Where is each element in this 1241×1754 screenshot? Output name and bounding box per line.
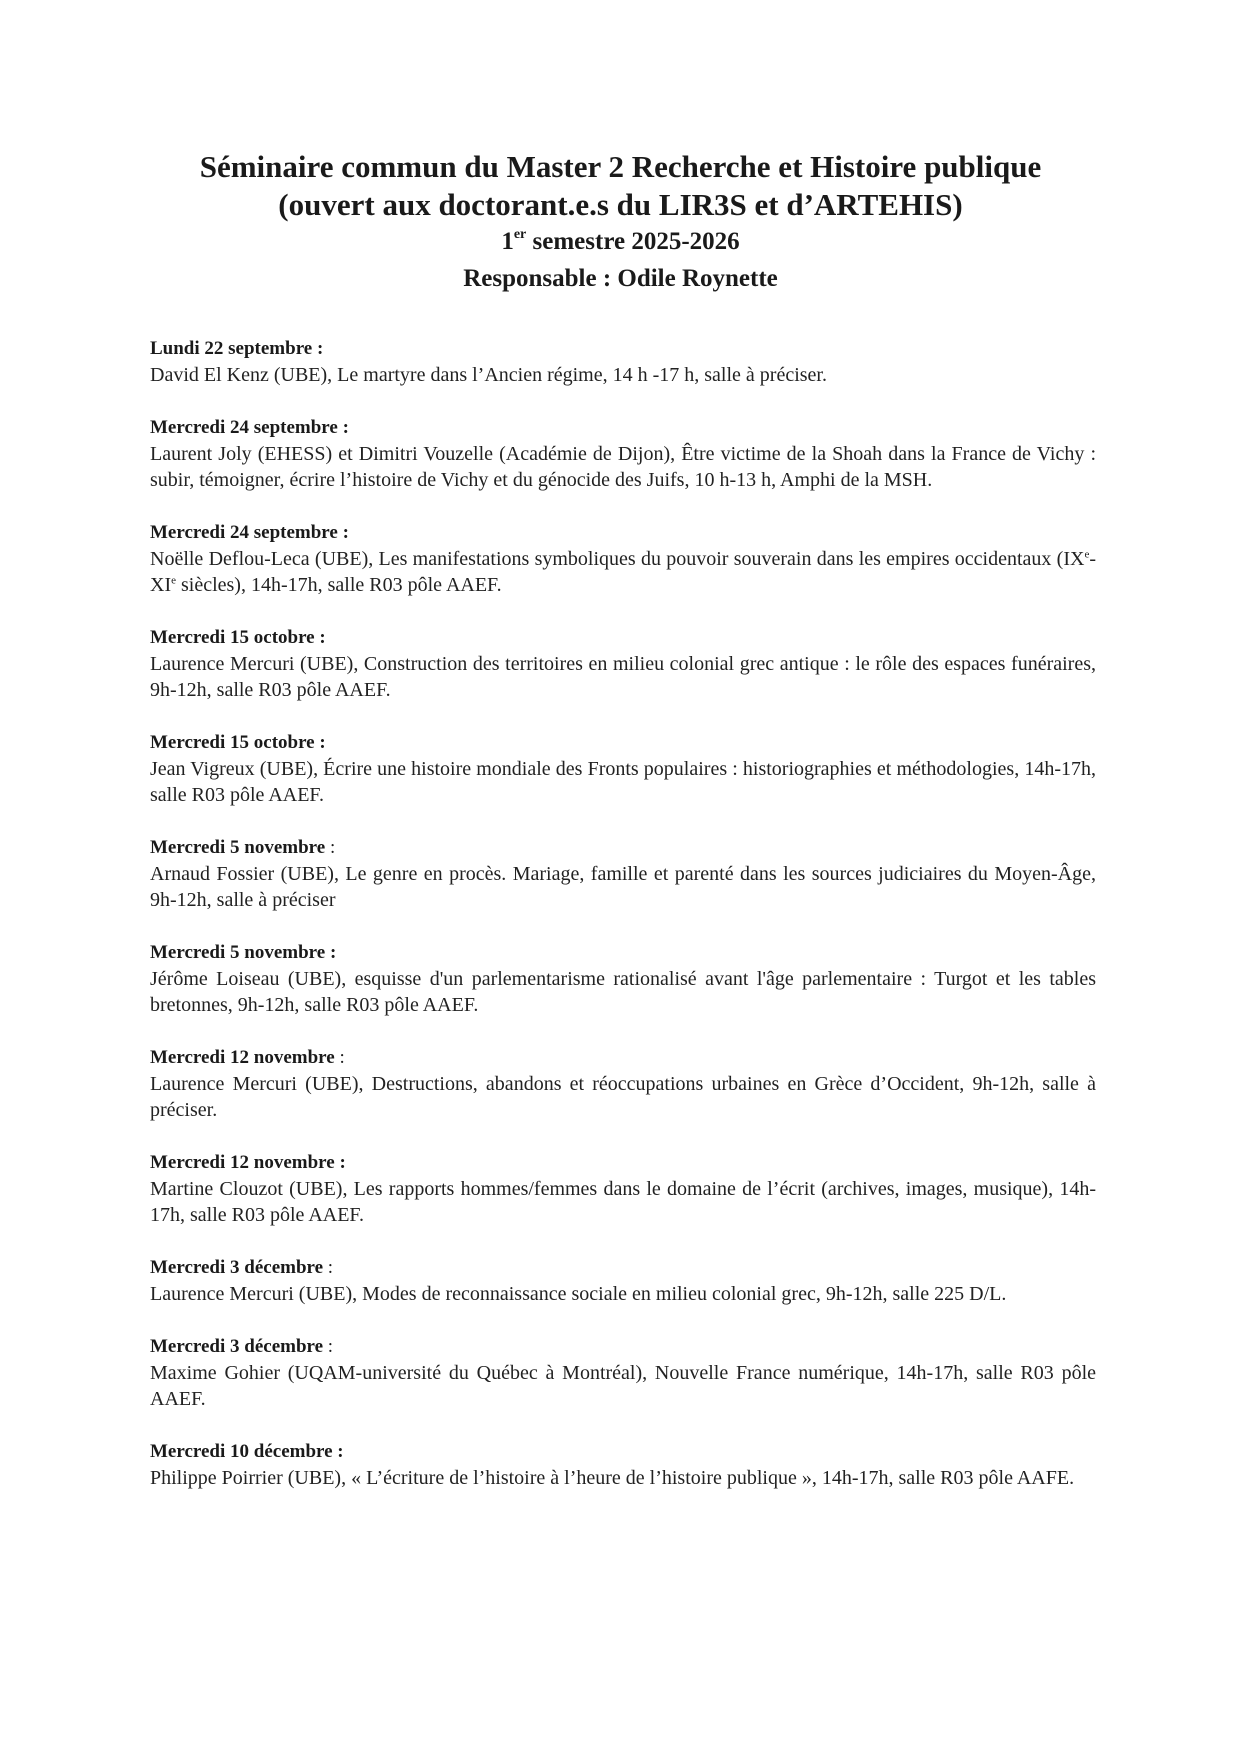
- session-date: [150, 1255, 1096, 1281]
- session-description: Laurent Joly (EHESS) et Dimitri Vouzelle (Académie de Dijon), Être victime de la Shoah dans la France de Vichy : subir, témoigner, écrire l’histoire de Vichy et du génocide des Juifs, 10 h-13 h, Amphi de la MSH.: [150, 443, 1096, 491]
- session-description: [150, 546, 1096, 598]
- session-item: [150, 336, 1096, 388]
- session-date-text: Mercredi 5 novembre: [150, 942, 326, 963]
- semester-text: semestre 2025-2026: [526, 228, 740, 255]
- session-description: Jean Vigreux (UBE), Écrire une histoire mondiale des Fronts populaires : historiographies et méthodologies, 14h-17h, salle R03 pôle AAEF.: [150, 758, 1096, 806]
- session-item: [150, 1334, 1096, 1412]
- page-subtitle: (ouvert aux doctorant.e.s du LIR3S et d’ARTEHIS): [278, 187, 963, 222]
- session-date-colon: :: [334, 1152, 346, 1173]
- session-date: [150, 520, 1096, 546]
- session-description: David El Kenz (UBE), Le martyre dans l’Ancien régime, 14 h -17 h, salle à préciser.: [150, 364, 827, 386]
- session-date-colon: :: [312, 338, 324, 359]
- session-date-colon: :: [314, 732, 326, 753]
- session-date-text: Mercredi 15 octobre: [150, 732, 315, 753]
- session-date: [150, 940, 1096, 966]
- session-date-text: Mercredi 5 novembre: [150, 837, 326, 858]
- session-date-colon: :: [323, 1336, 334, 1357]
- session-date-colon: :: [325, 942, 337, 963]
- session-date-colon: :: [325, 837, 336, 858]
- session-item: [150, 1045, 1096, 1123]
- session-date: [150, 625, 1096, 651]
- session-date-text: Lundi 22 septembre: [150, 338, 313, 359]
- century-superscript: e: [1084, 548, 1090, 561]
- session-date-colon: :: [334, 1047, 345, 1068]
- session-description: Laurence Mercuri (UBE), Destructions, abandons et réoccupations urbaines en Grèce d’Occident, 9h-12h, salle à préciser.: [150, 1073, 1096, 1121]
- session-date: [150, 1150, 1096, 1176]
- session-item: [150, 1150, 1096, 1228]
- session-list: [150, 336, 1096, 1518]
- session-date-text: Mercredi 24 septembre: [150, 522, 338, 543]
- responsible-line: Responsable : Odile Roynette: [463, 265, 778, 292]
- session-description: Arnaud Fossier (UBE), Le genre en procès. Mariage, famille et parenté dans les sources judiciaires du Moyen-Âge, 9h-12h, salle à préciser: [150, 863, 1096, 911]
- semester-line: [100, 224, 1141, 260]
- session-item: [150, 1255, 1096, 1307]
- session-description: Jérôme Loiseau (UBE), esquisse d'un parlementarisme rationalisé avant l'âge parlementaire : Turgot et les tables bretonnes, 9h-12h, salle R03 pôle AAEF.: [150, 968, 1096, 1016]
- session-item: [150, 940, 1096, 1018]
- session-date-colon: :: [314, 627, 326, 648]
- century-superscript: e: [171, 574, 176, 587]
- session-date: [150, 730, 1096, 756]
- session-date: [150, 336, 1096, 362]
- session-date-text: Mercredi 3 décembre: [150, 1257, 324, 1278]
- session-description-part: -XI: [150, 548, 1096, 596]
- session-item: [150, 835, 1096, 913]
- session-description: Laurence Mercuri (UBE), Modes de reconnaissance sociale en milieu colonial grec, 9h-12h, salle 225 D/L.: [150, 1283, 1007, 1305]
- session-date: [150, 1334, 1096, 1360]
- session-date-colon: :: [332, 1441, 344, 1462]
- session-item: [150, 520, 1096, 598]
- session-description: Philippe Poirrier (UBE), « L’écriture de l’histoire à l’heure de l’histoire publique », 14h-17h, salle R03 pôle AAFE.: [150, 1467, 1075, 1489]
- session-date-text: Mercredi 12 novembre: [150, 1047, 335, 1068]
- session-date: [150, 1439, 1096, 1465]
- session-date: [150, 415, 1096, 441]
- session-item: [150, 415, 1096, 493]
- semester-ordinal: 1: [501, 228, 514, 255]
- session-description-part: Noëlle Deflou-Leca (UBE), Les manifestations symboliques du pouvoir souverain dans les empires occidentaux (IX: [150, 548, 1085, 570]
- page-title: Séminaire commun du Master 2 Recherche et Histoire publique: [199, 149, 1042, 184]
- session-date-text: Mercredi 24 septembre: [150, 417, 338, 438]
- session-date-colon: :: [337, 417, 349, 438]
- session-description: Laurence Mercuri (UBE), Construction des territoires en milieu colonial grec antique : le rôle des espaces funéraires, 9h-12h, salle R03 pôle AAEF.: [150, 653, 1096, 701]
- session-description-part: siècles), 14h-17h, salle R03 pôle AAEF.: [176, 574, 502, 596]
- session-item: [150, 730, 1096, 808]
- session-date-text: Mercredi 3 décembre: [150, 1336, 324, 1357]
- semester-ordinal-suffix: er: [513, 226, 527, 242]
- session-date-colon: :: [323, 1257, 334, 1278]
- session-date-text: Mercredi 12 novembre: [150, 1152, 335, 1173]
- session-description: Maxime Gohier (UQAM-université du Québec à Montréal), Nouvelle France numérique, 14h-17h, salle R03 pôle AAEF.: [150, 1362, 1096, 1410]
- session-item: [150, 1439, 1096, 1491]
- session-date: [150, 1045, 1096, 1071]
- session-item: [150, 625, 1096, 703]
- document-header: [100, 148, 1141, 298]
- session-date: [150, 835, 1096, 861]
- session-description: Martine Clouzot (UBE), Les rapports hommes/femmes dans le domaine de l’écrit (archives, images, musique), 14h-17h, salle R03 pôle AAEF.: [150, 1178, 1096, 1226]
- session-date-text: Mercredi 10 décembre: [150, 1441, 333, 1462]
- session-date-text: Mercredi 15 octobre: [150, 627, 315, 648]
- session-date-colon: :: [337, 522, 349, 543]
